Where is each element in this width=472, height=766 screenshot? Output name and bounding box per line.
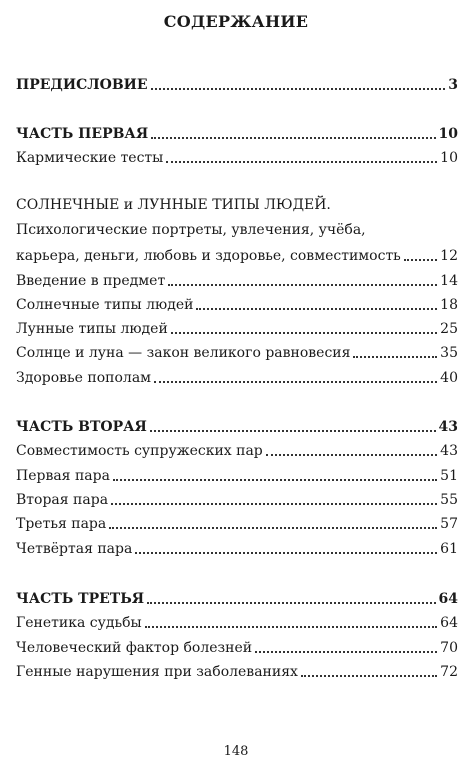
- toc-entry-label: Солнце и луна — закон великого равновесия: [16, 345, 351, 361]
- dot-leader: [113, 479, 437, 481]
- dot-leader: [255, 651, 437, 653]
- toc-entry-page: 40: [440, 370, 458, 386]
- toc-entry: [16, 145, 458, 167]
- toc-entry-label: ПРЕДИСЛОВИЕ: [16, 77, 148, 93]
- toc-entry-page: 64: [440, 615, 458, 631]
- toc-entry: [16, 635, 458, 657]
- toc-entry-label: Лунные типы людей: [16, 321, 168, 337]
- toc-entry-label: карьера, деньги, любовь и здоровье, совместимость: [16, 248, 401, 264]
- toc-entry-label: Генные нарушения при заболеваниях: [16, 664, 298, 680]
- toc-entry-label: ЧАСТЬ ВТОРАЯ: [16, 419, 147, 435]
- toc-entry-part-three: [16, 586, 458, 608]
- toc-entry-label: Введение в предмет: [16, 273, 166, 289]
- dot-leader: [196, 308, 437, 310]
- toc-entry-label: Солнечные типы людей: [16, 297, 194, 313]
- toc-entry: [16, 511, 458, 533]
- toc-entry-label: Человеческий фактор болезней: [16, 640, 253, 656]
- dot-leader: [147, 602, 435, 604]
- toc-entry-page: 18: [440, 297, 458, 313]
- toc-entry-part-one: [16, 121, 458, 143]
- toc-entry: [16, 243, 458, 265]
- toc-entry: [16, 292, 458, 314]
- dot-leader: [301, 675, 437, 677]
- toc-entry-label: Четвёртая пара: [16, 541, 133, 557]
- dot-leader: [109, 527, 437, 529]
- toc-entry-label: ЧАСТЬ ТРЕТЬЯ: [16, 591, 145, 607]
- toc-entry-label: Совместимость супружеских пар: [16, 443, 263, 459]
- toc-entry-page: 61: [440, 541, 458, 557]
- toc-entry-preface: [16, 72, 458, 94]
- toc-entry-page: 51: [440, 468, 458, 484]
- toc-entry-label: Кармические тесты: [16, 150, 164, 166]
- dot-leader: [404, 259, 437, 261]
- toc-entry: [16, 438, 458, 460]
- toc-entry-page: 10: [440, 150, 458, 166]
- toc-entry-page: 25: [440, 321, 458, 337]
- dot-leader: [150, 430, 436, 432]
- toc-entry-page: 57: [440, 516, 458, 532]
- toc-entry: [16, 316, 458, 338]
- dot-leader: [168, 284, 437, 286]
- toc-entry-page: 43: [440, 443, 458, 459]
- toc-entry: [16, 340, 458, 362]
- dot-leader: [171, 332, 437, 334]
- toc-entry: [16, 463, 458, 485]
- toc-entry: [16, 487, 458, 509]
- toc-entry: [16, 659, 458, 681]
- toc-entry-page: 43: [438, 419, 458, 435]
- section-subline: Психологические портреты, увлечения, учёба,: [16, 222, 366, 238]
- toc-entry-page: 64: [438, 591, 458, 607]
- toc-entry-label: Здоровье пополам: [16, 370, 152, 386]
- dot-leader: [111, 503, 437, 505]
- toc-entry-label: Вторая пара: [16, 492, 109, 508]
- toc-entry-label: Третья пара: [16, 516, 107, 532]
- dot-leader: [135, 552, 437, 554]
- toc-entry: [16, 610, 458, 632]
- dot-leader: [266, 454, 437, 456]
- toc-entry-page: 3: [448, 77, 458, 93]
- toc-entry-page: 72: [440, 664, 458, 680]
- toc-entry: [16, 365, 458, 387]
- toc-entry-page: 70: [440, 640, 458, 656]
- section-heading: СОЛНЕЧНЫЕ и ЛУННЫЕ ТИПЫ ЛЮДЕЙ.: [16, 197, 331, 213]
- toc-entry: [16, 536, 458, 558]
- dot-leader: [166, 161, 437, 163]
- toc-entry-part-two: [16, 414, 458, 436]
- page-number: 148: [223, 744, 249, 759]
- dot-leader: [353, 356, 437, 358]
- dot-leader: [154, 381, 437, 383]
- toc-entry-label: Первая пара: [16, 468, 110, 484]
- dot-leader: [151, 137, 435, 139]
- toc-entry-label: ЧАСТЬ ПЕРВАЯ: [16, 126, 149, 142]
- toc-entry-label: Генетика судьбы: [16, 615, 142, 631]
- toc-entry: [16, 268, 458, 290]
- toc-entry-page: 14: [440, 273, 458, 289]
- toc-entry-page: 10: [438, 126, 458, 142]
- page-title: СОДЕРЖАНИЕ: [163, 12, 309, 31]
- dot-leader: [151, 88, 446, 90]
- toc-entry-page: 35: [440, 345, 458, 361]
- toc-entry-page: 55: [440, 492, 458, 508]
- dot-leader: [145, 626, 437, 628]
- toc-entry-page: 12: [440, 248, 458, 264]
